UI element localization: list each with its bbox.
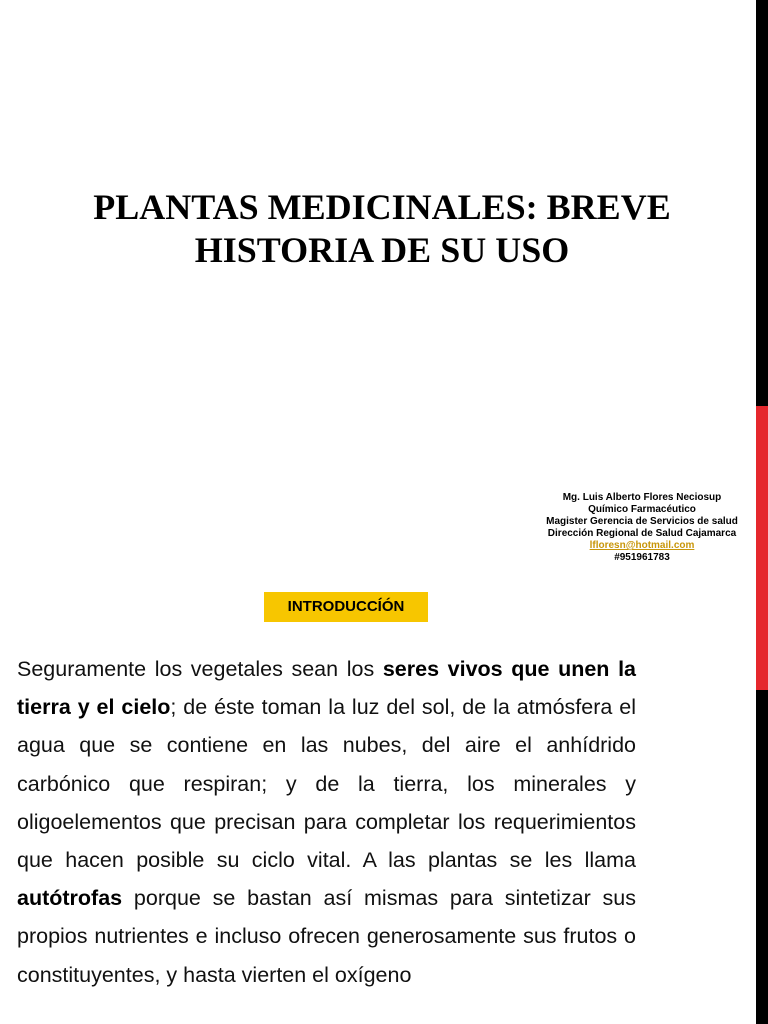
paragraph-text-2: ; de éste toman la luz del sol, de la atmósfera el agua que se contiene en las nubes, del aire el anhídrido carbónico que respiran; y de la tierra, los minerales y oligoelementos que precisan para completar los requerimientos que hacen posible su ciclo vital. A las plantas se les llama: [17, 695, 636, 873]
author-profession: Químico Farmacéutico: [588, 504, 696, 515]
section-heading-badge: INTRODUCCÍÓN: [264, 592, 428, 622]
author-email-link[interactable]: lfloresn@hotmail.com: [589, 540, 695, 551]
side-accent-bar-black-bottom: [756, 690, 768, 1024]
author-name: Mg. Luis Alberto Flores Neciosup: [562, 492, 722, 503]
title-line-1: PLANTAS MEDICINALES: BREVE: [93, 187, 671, 227]
author-institution: Dirección Regional de Salud Cajamarca: [547, 528, 737, 539]
page-title: [40, 186, 724, 272]
side-accent-bar-red: [756, 406, 768, 690]
intro-paragraph: [17, 650, 636, 994]
paragraph-text-1: Seguramente los vegetales sean los: [17, 657, 383, 681]
paragraph-text-3: porque se bastan así mismas para sintetizar sus propios nutrientes e incluso ofrecen generosamente sus frutos o constituyentes, y hasta vierten el oxígeno: [17, 886, 636, 987]
author-degree: Magister Gerencia de Servicios de salud: [546, 516, 738, 527]
author-phone: #951961783: [614, 552, 670, 563]
author-block: [530, 492, 754, 564]
title-line-2: HISTORIA DE SU USO: [194, 230, 570, 270]
paragraph-bold-1: seres vivos que unen la tierra y el cielo: [17, 657, 636, 720]
paragraph-bold-2: autótrofas: [17, 886, 123, 911]
side-accent-bar-black-top: [756, 0, 768, 406]
